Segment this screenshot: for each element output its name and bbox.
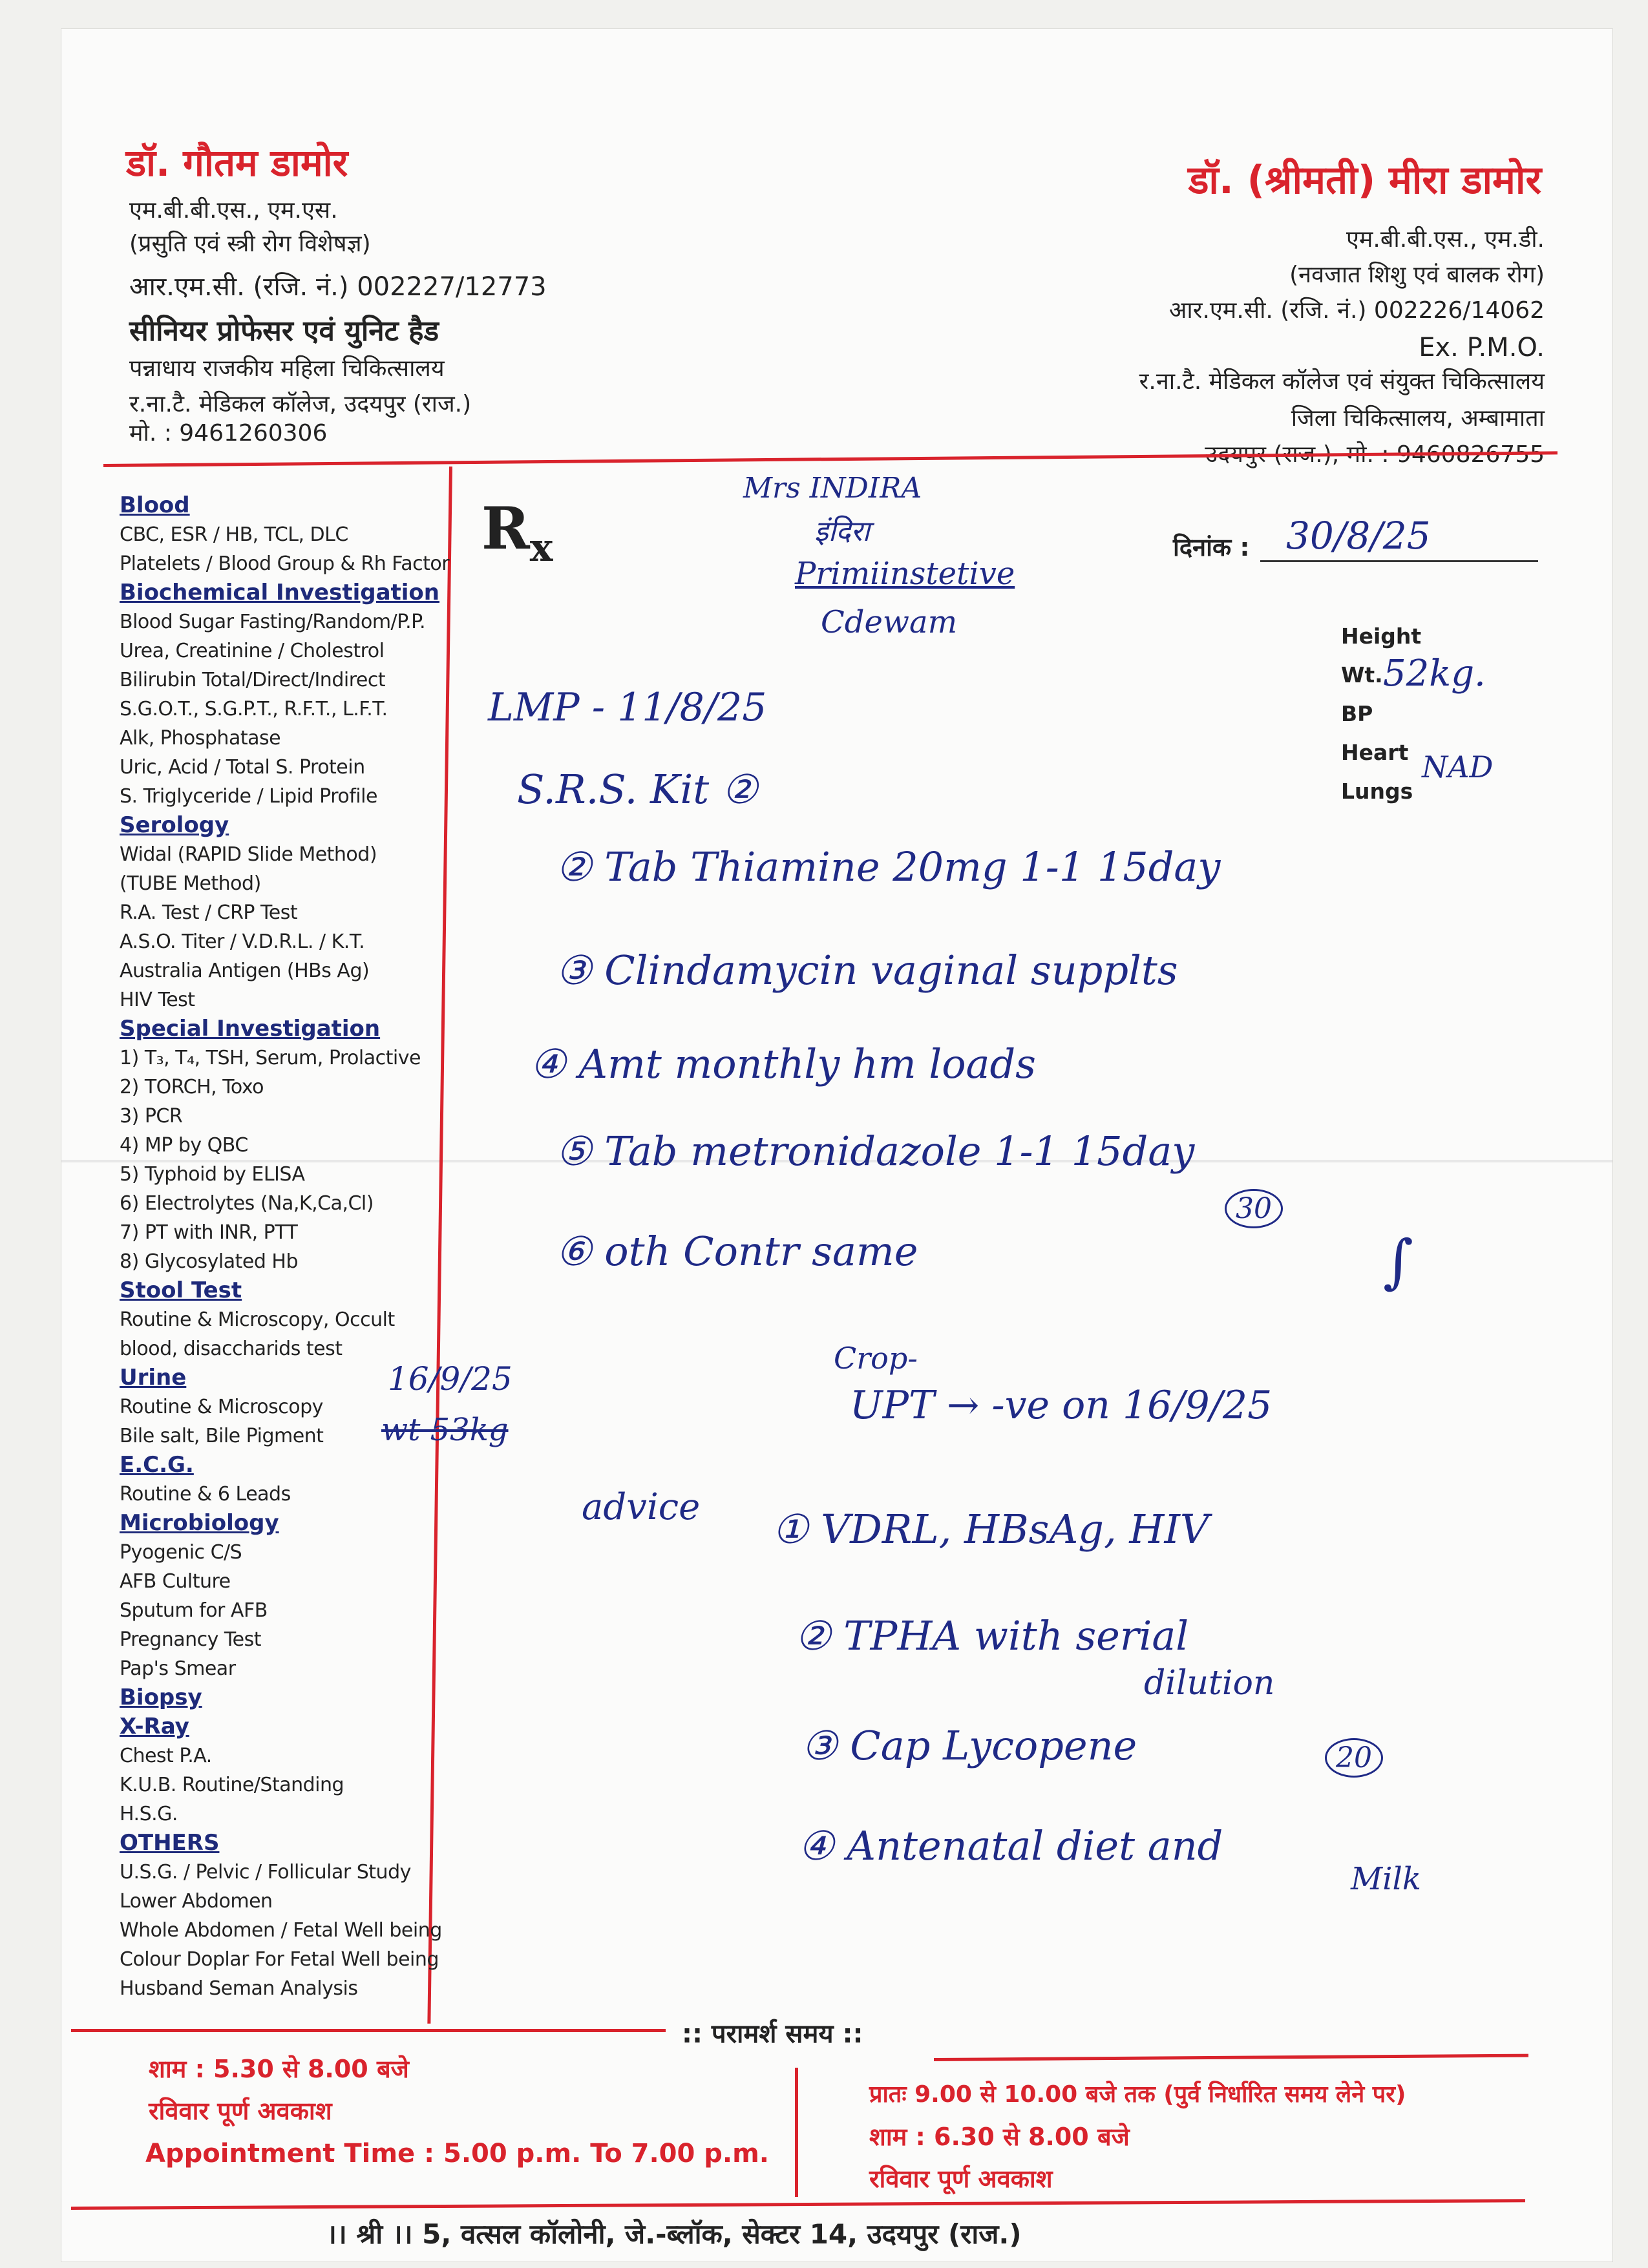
test-item: S.G.O.T., S.G.P.T., R.F.T., L.F.T.: [120, 698, 388, 720]
heart-lungs-value: NAD: [1422, 750, 1494, 784]
advice-line-3-qty: 20: [1325, 1738, 1383, 1778]
left-doctor-hospital: पन्नाधाय राजकीय महिला चिकित्सालय: [129, 355, 445, 382]
lungs-label: Lungs: [1341, 779, 1413, 804]
test-item: 6) Electrolytes (Na,K,Ca,Cl): [120, 1192, 374, 1215]
test-item: Alk, Phosphatase: [120, 727, 281, 750]
test-item: Husband Seman Analysis: [120, 1977, 358, 2000]
patient-name: Mrs INDIRA: [743, 472, 922, 505]
rx-line-1: S.R.S. Kit ②: [517, 766, 758, 813]
vitals-block: [1341, 617, 1421, 811]
advice-line-4b: Milk: [1351, 1861, 1421, 1897]
test-section-heading: Stool Test: [120, 1277, 242, 1303]
test-section-heading: X-Ray: [120, 1714, 189, 1739]
test-section-heading: Microbiology: [120, 1510, 279, 1536]
test-item: HIV Test: [120, 989, 195, 1011]
test-item: 8) Glycosylated Hb: [120, 1250, 299, 1273]
left-doctor-designation: सीनियर प्रोफेसर एवं युनिट हैड: [129, 315, 439, 348]
lmp-note: LMP - 11/8/25: [488, 685, 767, 730]
test-item: Chest P.A.: [120, 1745, 212, 1767]
test-item: Sputum for AFB: [120, 1599, 268, 1622]
rx-symbol: $R_x$: [481, 494, 553, 571]
test-item: CBC, ESR / HB, TCL, DLC: [120, 523, 348, 546]
left-evening-hours: शाम : 5.30 से 8.00 बजे: [149, 2055, 409, 2083]
test-section-heading: Biopsy: [120, 1685, 202, 1710]
test-item: Pregnancy Test: [120, 1628, 262, 1651]
left-sunday-closed: रविवार पूर्ण अवकाश: [149, 2097, 332, 2125]
upt-note-top: Crop-: [834, 1341, 918, 1376]
rx-line-5-qty: 30: [1225, 1189, 1283, 1228]
date-label: दिनांक :: [1173, 533, 1250, 562]
test-item: Lower Abdomen: [120, 1890, 273, 1913]
right-sunday-closed: रविवार पूर्ण अवकाश: [869, 2165, 1053, 2193]
upt-result: UPT → -ve on 16/9/25: [850, 1383, 1273, 1428]
investigation-list: [120, 491, 456, 2003]
test-section-heading: Serology: [120, 812, 229, 838]
test-item: blood, disaccharids test: [120, 1338, 343, 1360]
test-item: K.U.B. Routine/Standing: [120, 1774, 344, 1796]
consultation-time-title: :: परामर्श समय ::: [682, 2019, 863, 2049]
test-item: 2) TORCH, Toxo: [120, 1076, 264, 1098]
test-item: Whole Abdomen / Fetal Well being: [120, 1919, 442, 1942]
weight-label: Wt.: [1341, 662, 1383, 688]
test-item: 4) MP by QBC: [120, 1134, 248, 1157]
rx-line-3: ③ Clindamycin vaginal supplts: [556, 947, 1178, 994]
test-item: H.S.G.: [120, 1803, 178, 1825]
left-doctor-reg: आर.एम.सी. (रजि. नं.) 002227/12773: [129, 272, 547, 302]
test-item: (TUBE Method): [120, 872, 261, 895]
advice-line-3: ③ Cap Lycopene: [801, 1722, 1137, 1769]
test-item: Bilirubin Total/Direct/Indirect: [120, 669, 386, 691]
advice-line-2b: dilution: [1144, 1664, 1275, 1703]
advice-line-2: ② TPHA with serial: [795, 1612, 1189, 1659]
test-item: 5) Typhoid by ELISA: [120, 1163, 305, 1186]
test-item: Blood Sugar Fasting/Random/P.P.: [120, 611, 426, 633]
weight-value: 52kg.: [1383, 653, 1486, 695]
bp-label: BP: [1341, 701, 1373, 726]
test-item: AFB Culture: [120, 1570, 231, 1593]
right-morning-hours: प्रातः 9.00 से 10.00 बजे तक (पुर्व निर्धारित समय लेने पर): [869, 2081, 1406, 2108]
advice-line-1: ① VDRL, HBsAg, HIV: [772, 1506, 1209, 1553]
right-evening-hours: शाम : 6.30 से 8.00 बजे: [869, 2123, 1130, 2151]
test-item: 7) PT with INR, PTT: [120, 1221, 298, 1244]
heart-label: Heart: [1341, 740, 1409, 765]
test-section-heading: E.C.G.: [120, 1452, 194, 1478]
test-item: Routine & 6 Leads: [120, 1483, 291, 1506]
left-doctor-specialty: (प्रसुति एवं स्त्री रोग विशेषज्ञ): [129, 231, 371, 257]
rx-line-2: ② Tab Thiamine 20mg 1-1 15day: [556, 843, 1221, 890]
advice-line-4: ④ Antenatal diet and: [798, 1822, 1223, 1869]
test-item: Widal (RAPID Slide Method): [120, 843, 377, 866]
test-item: Australia Antigen (HBs Ag): [120, 960, 370, 982]
test-item: Platelets / Blood Group & Rh Factor: [120, 552, 450, 575]
test-item: Routine & Microscopy, Occult: [120, 1308, 395, 1331]
followup-date: 16/9/25: [388, 1360, 512, 1398]
height-label: Height: [1341, 624, 1422, 649]
left-doctor-name: डॉ. गौतम डामोर: [126, 141, 348, 185]
rx-line-4: ④ Amt monthly hm loads: [530, 1040, 1036, 1087]
test-section-heading: Biochemical Investigation: [120, 580, 439, 605]
rx-line-5: ⑤ Tab metronidazole 1-1 15day: [556, 1128, 1195, 1175]
date-line: [1260, 560, 1538, 562]
left-doctor-mobile: मो. : 9461260306: [129, 420, 328, 446]
advice-label: advice: [582, 1486, 701, 1528]
clinic-address: ।। श्री ।। 5, वत्सल कॉलोनी, जे.-ब्लॉक, सेक्टर 14, उदयपुर (राज.): [326, 2218, 1022, 2250]
test-item: Pap's Smear: [120, 1657, 236, 1680]
test-section-heading: Special Investigation: [120, 1016, 381, 1042]
date-value: 30/8/25: [1286, 514, 1431, 558]
right-doctor-post: Ex. P.M.O.: [1419, 333, 1545, 362]
test-item: Uric, Acid / Total S. Protein: [120, 756, 365, 779]
test-item: A.S.O. Titer / V.D.R.L. / K.T.: [120, 930, 365, 953]
test-section-heading: Blood: [120, 492, 190, 518]
test-item: Routine & Microscopy: [120, 1396, 323, 1418]
patient-name-hindi: इंदिरा: [814, 515, 870, 548]
rx-line-6: ⑥ oth Contr same: [556, 1228, 918, 1275]
right-doctor-degrees: एम.बी.बी.एस., एम.डी.: [1346, 226, 1545, 253]
right-doctor-specialty: (नवजात शिशु एवं बालक रोग): [1289, 262, 1545, 288]
left-doctor-degrees: एम.बी.बी.एस., एम.एस.: [129, 197, 338, 224]
patient-note: Cdewam: [821, 604, 958, 640]
footer-divider-left: [71, 2029, 666, 2032]
right-doctor-name: डॉ. (श्रीमती) मीरा डामोर: [1188, 158, 1541, 203]
right-doctor-college: र.ना.टै. मेडिकल कॉलेज एवं संयुक्त चिकित्सालय: [1139, 368, 1545, 395]
patient-parity: Primiinstetive: [795, 556, 1015, 592]
test-item: Colour Doplar For Fetal Well being: [120, 1948, 439, 1971]
right-doctor-reg: आर.एम.सी. (रजि. नं.) 002226/14062: [1168, 297, 1545, 324]
right-doctor-hospital: जिला चिकित्सालय, अम्बामाता: [1291, 405, 1545, 432]
test-item: U.S.G. / Pelvic / Follicular Study: [120, 1861, 411, 1884]
test-item: Pyogenic C/S: [120, 1541, 242, 1564]
followup-weight: wt 53kg: [381, 1412, 509, 1448]
left-doctor-college: र.ना.टै. मेडिकल कॉलेज, उदयपुर (राज.): [129, 391, 472, 417]
footer-column-divider: [795, 2068, 798, 2197]
test-item: Bile salt, Bile Pigment: [120, 1425, 324, 1447]
test-item: R.A. Test / CRP Test: [120, 901, 298, 924]
appointment-time: Appointment Time : 5.00 p.m. To 7.00 p.m.: [145, 2139, 769, 2168]
test-section-heading: Urine: [120, 1365, 187, 1391]
test-item: 1) T₃, T₄, TSH, Serum, Prolactive: [120, 1047, 421, 1069]
test-item: 3) PCR: [120, 1105, 183, 1128]
test-section-heading: OTHERS: [120, 1830, 220, 1856]
doctor-initials: ∫: [1383, 1228, 1413, 1296]
test-item: S. Triglyceride / Lipid Profile: [120, 785, 377, 808]
test-item: Urea, Creatinine / Cholestrol: [120, 640, 385, 662]
